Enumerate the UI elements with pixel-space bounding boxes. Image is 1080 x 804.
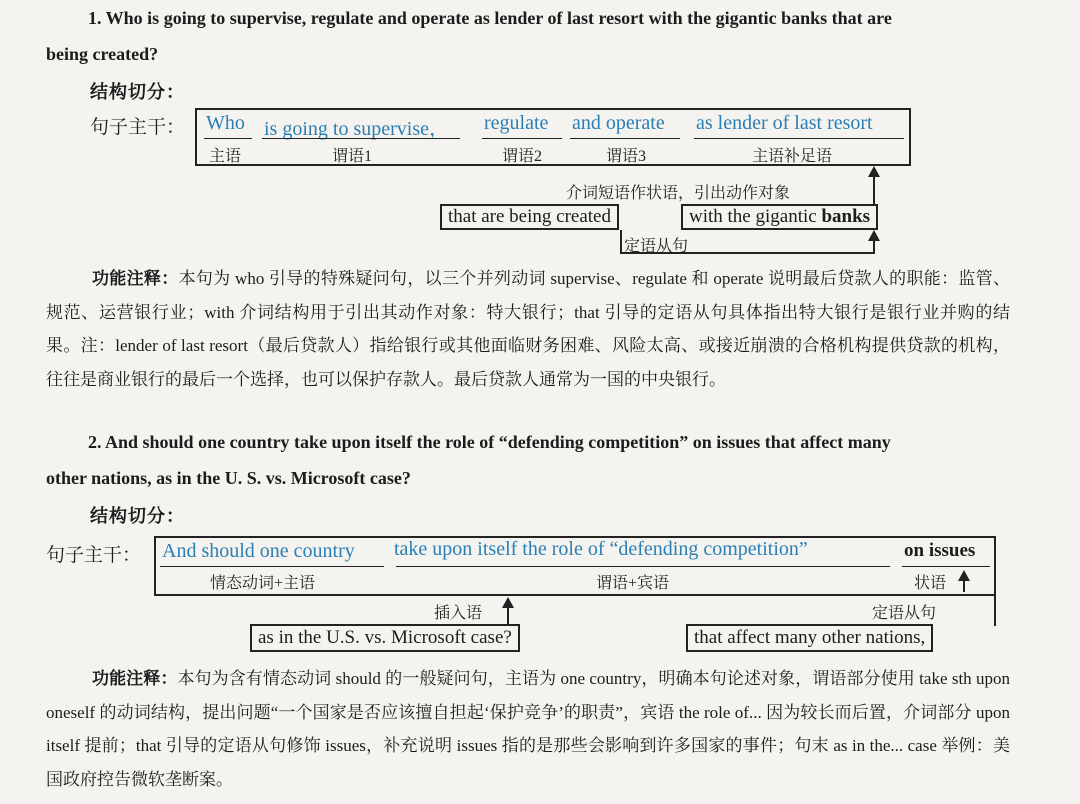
q2-structure-label: 结构切分： — [90, 506, 185, 526]
q2-attr-connector-top — [870, 594, 996, 596]
q1-connector-line — [873, 176, 875, 204]
q1-heading-line1: 1. Who is going to supervise, regulate and operate as lender of last resort with the gigantic banks that are — [88, 8, 892, 28]
q1-prep-phrase-bold: banks — [821, 206, 871, 227]
q1-part-who: Who — [206, 112, 245, 134]
q1-role-predicate1: 谓语1 — [332, 148, 373, 165]
q1-attr-arrow-up-icon — [868, 230, 880, 241]
q1-attr-connector-right — [873, 240, 875, 254]
q2-heading-line2: other nations, as in the U. S. vs. Microsoft case? — [46, 468, 411, 488]
q1-attr-note: 定语从句 — [624, 238, 689, 255]
q2-insert-note: 插入语 — [434, 605, 483, 622]
q2-underline-should — [160, 566, 384, 567]
q2-underline-on — [902, 566, 990, 567]
q1-prep-note: 介词短语作状语，引出动作对象 — [566, 185, 791, 202]
q1-structure-label: 结构切分： — [90, 82, 185, 102]
q1-role-predicate3: 谓语3 — [606, 148, 647, 165]
q1-function-note — [46, 262, 1010, 396]
q2-heading-line1: 2. And should one country take upon itself the role of “defending competition” on issues that affect many — [88, 432, 891, 452]
q1-func-text: 本句为 who 引导的特殊疑问句，以三个并列动词 supervise、regulate 和 operate 说明最后贷款人的职能：监管、规范、运营银行业；with 介词结构用于引出其动作对象：特大银行；that 引导的定语从句具体指出特大银行是银行业并购的结果。注：lender of last resort（最后贷款人）指给银行或其他面临财务困难、风险太高、或接近崩溃的合格机构提供贷款的机构，往往是商业银行的最后一个选择，也可以保护存款人。最后贷款人通常为一国的中央银行。 — [46, 269, 1011, 389]
q1-part-operate: and operate — [572, 112, 665, 134]
q2-part-take-upon: take upon itself the role of “defending competition” — [394, 538, 808, 560]
q1-attr-clause-box: that are being created — [440, 204, 619, 230]
q2-func-label: 功能注释： — [92, 669, 178, 688]
q1-part-supervise: is going to supervise， — [264, 118, 449, 140]
q1-underline-supervise — [262, 138, 460, 139]
q2-underline-take — [396, 566, 890, 567]
q2-adverbial-arrow-stem — [963, 580, 965, 592]
q2-role-modal-subject: 情态动词+主语 — [210, 575, 316, 592]
q2-func-text: 本句为含有情态动词 should 的一般疑问句，主语为 one country，明确本句论述对象，谓语部分使用 take sth upon oneself 的动词结构，提出问题“一个国家是否应该擅自担起‘保护竞争’的职责”，宾语 the role of... 因为较长而后置，介词部分 upon itself 提前；that 引导的定语从句修饰 issues，补充说明 issues 指的是那些会影响到许多国家的事件；句末 as in the... case 举例：美国政府控告微软垄断案。 — [46, 669, 1011, 789]
q2-insert-box: as in the U.S. vs. Microsoft case? — [250, 624, 520, 652]
q1-part-regulate: regulate — [484, 112, 549, 134]
q2-attr-note: 定语从句 — [872, 605, 937, 622]
q1-underline-who — [204, 138, 252, 139]
q1-prep-phrase-box — [681, 204, 878, 230]
q1-underline-regulate — [482, 138, 562, 139]
q1-main-label: 句子主干： — [90, 117, 186, 138]
q1-role-complement: 主语补足语 — [752, 148, 833, 165]
q1-role-subject: 主语 — [209, 148, 242, 165]
q2-function-note — [46, 662, 1010, 796]
q1-prep-phrase-text: with the gigantic — [689, 206, 822, 227]
q2-role-adverbial: 状语 — [914, 575, 947, 592]
q2-main-label: 句子主干： — [46, 545, 142, 566]
q1-role-predicate2: 谓语2 — [502, 148, 543, 165]
q1-attr-connector-left — [620, 230, 622, 254]
q1-underline-lender — [694, 138, 904, 139]
q1-underline-operate — [570, 138, 680, 139]
q1-part-lender: as lender of last resort — [696, 112, 873, 134]
q2-attr-connector-right — [994, 594, 996, 626]
q2-part-on-issues: on issues — [904, 540, 976, 561]
q1-heading-line2: being created? — [46, 44, 159, 64]
q2-part-should: And should one country — [162, 540, 355, 562]
q2-attr-clause-box: that affect many other nations, — [686, 624, 933, 652]
q2-role-predicate-object: 谓语+宾语 — [596, 575, 670, 592]
q1-func-label: 功能注释： — [92, 269, 179, 288]
